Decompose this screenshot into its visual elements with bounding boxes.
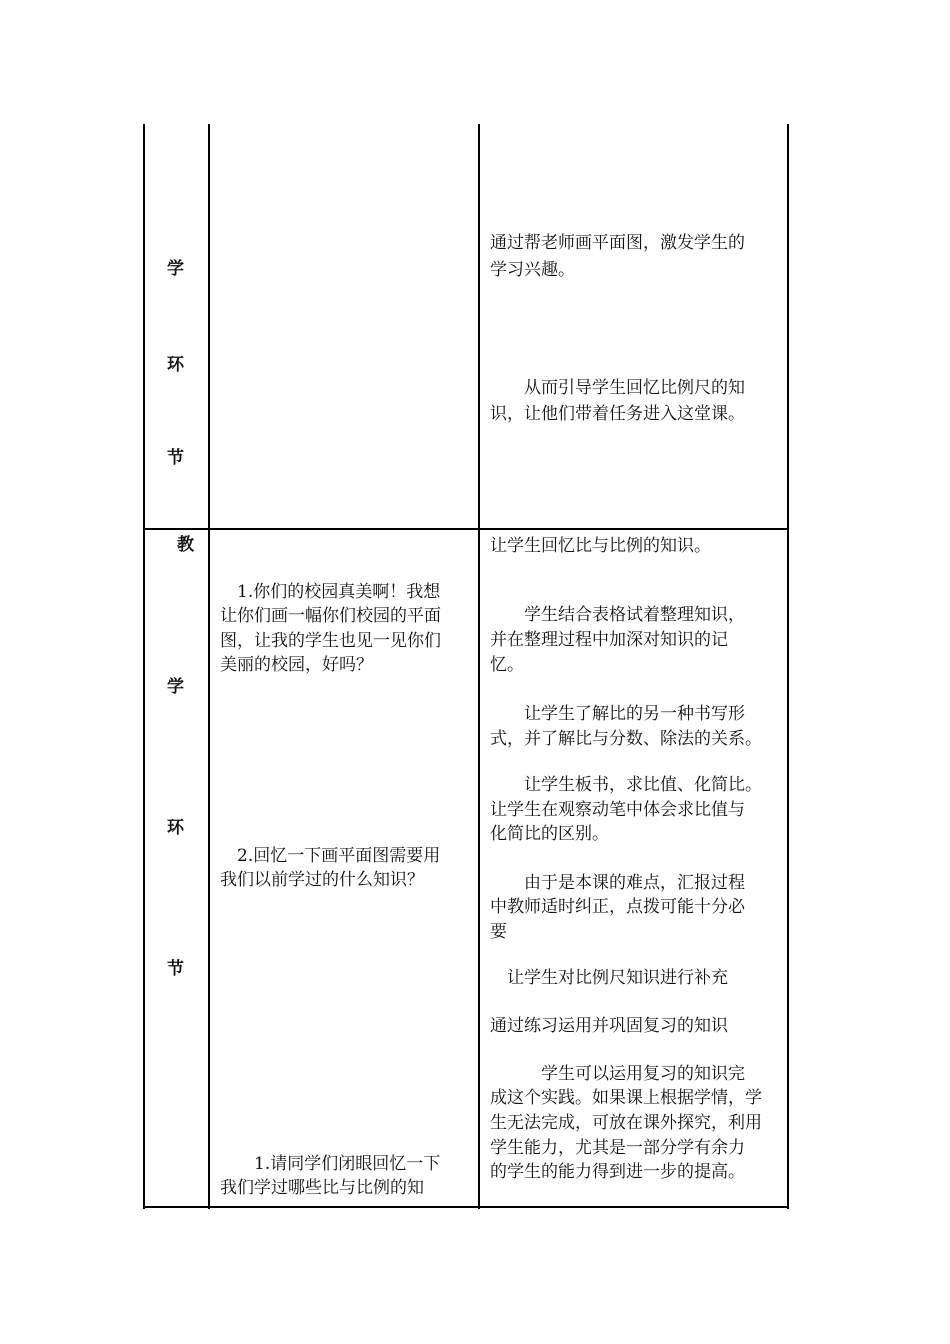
teacher-activity-text: 让你们画一幅你们校园的平面 — [220, 606, 441, 626]
design-intent-text: 生无法完成，可放在课外探究，利用 — [490, 1113, 762, 1133]
table-border-right — [787, 124, 789, 1209]
teacher-activity-text: 美丽的校园，好吗？ — [220, 655, 373, 675]
design-intent-text: 通过练习运用并巩固复习的知识 — [490, 1016, 728, 1036]
design-intent-text: 学生可以运用复习的知识完 — [490, 1064, 745, 1084]
teacher-activity-text: 我们学过哪些比与比例的知 — [220, 1178, 424, 1198]
design-intent-text: 忆。 — [490, 655, 524, 675]
design-intent-text: 学习兴趣。 — [490, 260, 575, 280]
section-label-char: 环 — [167, 818, 184, 838]
design-intent-text: 要 — [490, 922, 507, 942]
teacher-activity-text: 1.你们的校园真美啊！我想 — [220, 582, 441, 602]
row-separator — [143, 528, 789, 530]
table-border-left — [143, 124, 145, 1209]
design-intent-text: 化简比的区别。 — [490, 824, 609, 844]
design-intent-text: 从而引导学生回忆比例尺的知 — [490, 378, 745, 398]
design-intent-text: 让学生板书，求比值、化简比。 — [490, 775, 762, 795]
section-label-char: 学 — [167, 677, 184, 697]
design-intent-text: 成这个实践。如果课上根据学情，学 — [490, 1088, 762, 1108]
section-label-char: 学 — [167, 259, 184, 279]
section-label-char: 教 — [177, 535, 194, 555]
teacher-activity-text: 图，让我的学生也见一见你们 — [220, 631, 441, 651]
design-intent-text: 的学生的能力得到进一步的提高。 — [490, 1162, 745, 1182]
design-intent-text: 中教师适时纠正，点拨可能十分必 — [490, 897, 745, 917]
design-intent-text: 识，让他们带着任务进入这堂课。 — [490, 404, 745, 424]
table-border-bottom — [143, 1206, 789, 1208]
design-intent-text: 学生结合表格试着整理知识， — [490, 605, 745, 625]
teacher-activity-text: 1.请同学们闭眼回忆一下 — [220, 1154, 441, 1174]
teacher-activity-text: 2.回忆一下画平面图需要用 — [220, 846, 441, 866]
design-intent-text: 让学生对比例尺知识进行补充 — [490, 968, 728, 988]
section-label-char: 节 — [167, 959, 184, 979]
design-intent-text: 学生能力，尤其是一部分学有余力 — [490, 1138, 745, 1158]
design-intent-text: 式，并了解比与分数、除法的关系。 — [490, 729, 762, 749]
table-divider-2 — [478, 124, 480, 1209]
design-intent-text: 让学生回忆比与比例的知识。 — [490, 536, 711, 556]
design-intent-text: 并在整理过程中加深对知识的记 — [490, 630, 728, 650]
design-intent-text: 让学生在观察动笔中体会求比值与 — [490, 800, 745, 820]
teacher-activity-text: 我们以前学过的什么知识？ — [220, 870, 424, 890]
design-intent-text: 通过帮老师画平面图，激发学生的 — [490, 233, 745, 253]
table-divider-1 — [208, 124, 210, 1209]
design-intent-text: 由于是本课的难点，汇报过程 — [490, 873, 745, 893]
section-label-char: 节 — [167, 448, 184, 468]
section-label-char: 环 — [167, 355, 184, 375]
design-intent-text: 让学生了解比的另一种书写形 — [490, 704, 745, 724]
